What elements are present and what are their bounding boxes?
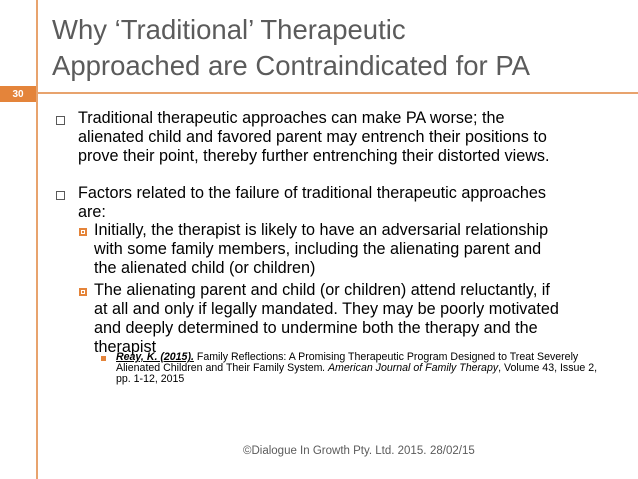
- header-rule: [0, 92, 638, 94]
- reference-author: Reay, K. (2015).: [116, 351, 194, 363]
- sub-bullet-text: The alienating parent and child (or children) attend reluctantly, if at all and only if legally mandated. They may be poorly motivated and deeply determined to undermine both the therapy and the therapist: [94, 281, 559, 356]
- reference-title-cont: Alienated Children and Their Family System: [116, 362, 323, 374]
- reference-bullet-icon: [101, 356, 106, 361]
- title-line-2: Approached are Contraindicated for PA: [52, 50, 530, 81]
- reference-citation: [116, 352, 616, 385]
- orange-square-bullet-icon: [79, 228, 87, 236]
- reference-pages: pp. 1-12, 2015: [116, 373, 185, 385]
- orange-square-bullet-icon: [79, 288, 87, 296]
- left-accent-rule: [36, 0, 38, 479]
- bullet-text: Traditional therapeutic approaches can make PA worse; the alienated child and favored parent may entrench their positions to prove their point, thereby further entrenching their distorted views.: [78, 109, 550, 165]
- sub-bullet-text: Initially, the therapist is likely to have an adversarial relationship with some family members, including the alienating parent and the alienated child (or children): [94, 221, 549, 277]
- hollow-square-bullet-icon: [56, 191, 65, 200]
- reference-journal: . American Journal of Family Therapy: [322, 362, 499, 374]
- bullet-text: Factors related to the failure of traditional therapeutic approaches are:: [78, 184, 546, 221]
- reference-title: Family Reflections: A Promising Therapeutic Program Designed to Treat Severely: [193, 351, 579, 363]
- slide-number-badge: 30: [0, 86, 36, 102]
- reference-volume: , Volume 43, Issue 2,: [498, 362, 598, 374]
- title-line-1: Why ‘Traditional’ Therapeutic: [52, 14, 406, 45]
- slide-title: [52, 12, 622, 84]
- footer-date: 28/02/15: [430, 445, 475, 457]
- hollow-square-bullet-icon: [56, 116, 65, 125]
- footer-copyright: ©Dialogue In Growth Pty. Ltd. 2015.: [243, 445, 427, 457]
